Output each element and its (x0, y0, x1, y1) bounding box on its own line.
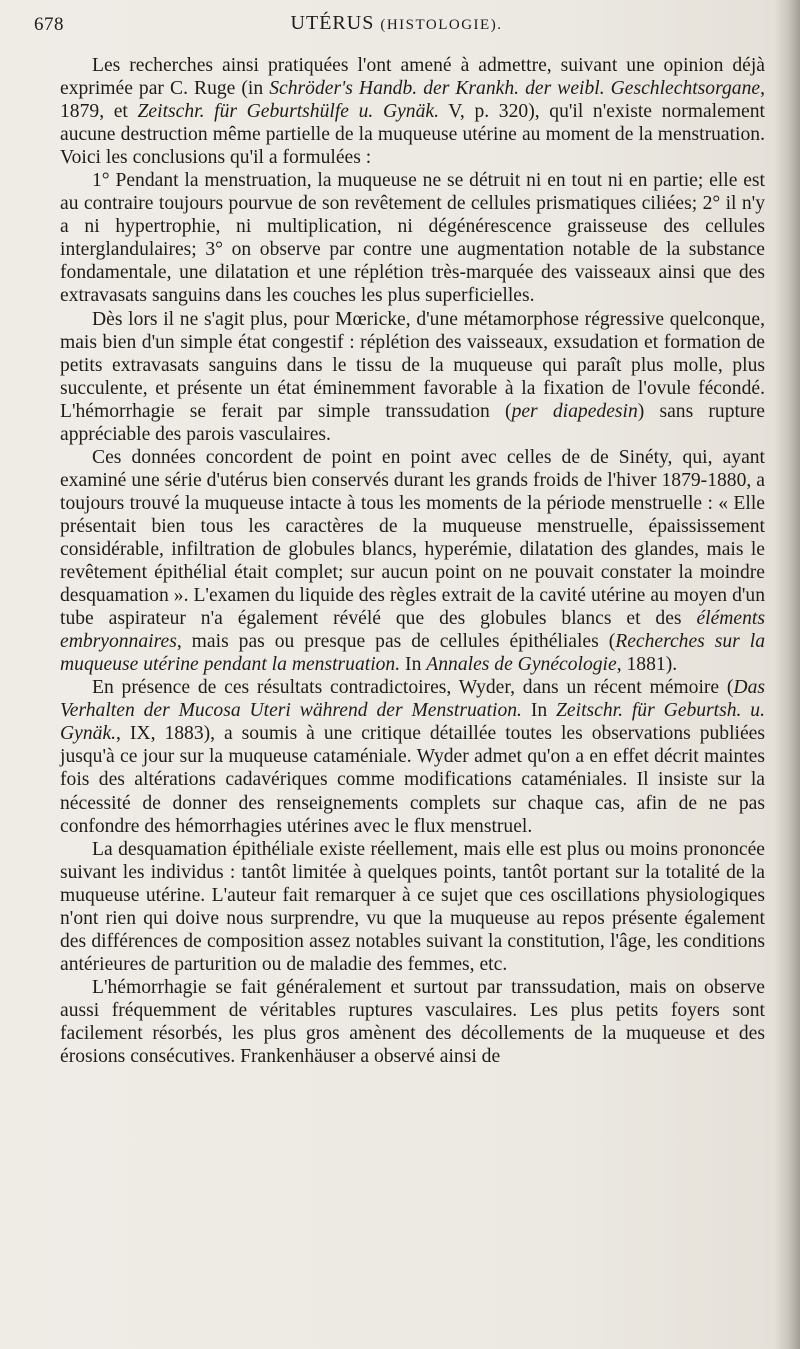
italic-text-span: Annales de Gynécologie (426, 654, 617, 676)
text-span: La desquamation épithéliale existe réellement, mais elle est plus ou moins prononcée suivant les individus : tantôt limitée à quelques points, tantôt portant sur la totalité de la muqueuse utérine. L'auteur fait remarquer à ce sujet que ces oscillations physiologiques n'ont rien qui doive nous surprendre, vu que la muqueuse au repos présente également des différences de composition assez notables suivant la constitution, l'âge, les conditions antérieures de parturition ou de maladie des femmes, etc. (60, 838, 765, 975)
paragraph (60, 308, 765, 446)
text-span: In (400, 654, 427, 676)
paragraph (60, 54, 765, 169)
page-header (34, 10, 759, 44)
paragraph (60, 676, 765, 837)
text-span: En présence de ces résultats contradictoires, Wyder, dans un récent mémoire ( (92, 677, 734, 699)
running-head (34, 12, 759, 35)
italic-text-span: éléments embryonnaires (60, 608, 765, 653)
paragraph (60, 169, 765, 307)
text-span: , mais pas ou presque pas de cellules épithéliales ( (176, 631, 616, 653)
paragraph (60, 976, 765, 1068)
page-edge-shadow (774, 0, 800, 1349)
text-span: 1° Pendant la menstruation, la muqueuse ne se détruit ni en tout ni en partie; elle est au contraire toujours pourvue de son revêtement de cellules prismatiques ciliées; 2° il n'y a ni hypertrophie, ni multiplication, ni dégénérescence graisseuse des cellules interglandulaires; 3° on observe par contre une augmentation notable de la substance fondamentale, une dilatation et une réplétion très-marquée des vaisseaux ainsi que des extravasats sanguins dans les couches les plus superficielles. (60, 170, 765, 307)
running-head-title: UTÉRUS (290, 12, 375, 34)
text-span: In (521, 700, 557, 722)
italic-text-span: Recherches sur la muqueuse utérine pendant la menstruation. (60, 631, 766, 676)
italic-text-span: per diapedesin (511, 400, 638, 422)
paragraph (60, 838, 765, 976)
italic-text-span: Zeitschr. für Geburtsh. u. Gynäk. (60, 700, 765, 745)
text-span: ) sans rupture appréciable des parois vasculaires. (60, 400, 765, 445)
text-span: Ces données concordent de point en point avec celles de de Sinéty, qui, ayant examiné une série d'utérus bien conservés durant les grands froids de l'hiver 1879-1880, a toujours trouvé la muqueuse intacte à tous les moments de la période menstruelle : « Elle présentait bien tous les caractères de la muqueuse menstruelle, épaississement considérable, infiltration de globules blancs, hyperémie, dilatation des glandes, mais le revêtement épithélial était complet; sur aucun point on ne pouvait constater la moindre desquamation ». L'examen du liquide des règles extrait de la cavité utérine au moyen d'un tube aspirateur n'a également révélé que des globules blancs et des (60, 446, 765, 630)
text-span: , 1879, et (60, 78, 765, 123)
italic-text-span: Zeitschr. für Geburtshülfe u. Gynäk. (137, 101, 439, 123)
text-span: , IX, 1883), a soumis à une critique détaillée toutes les observations publiées jusqu'à ce jour sur la muqueuse cataméniale. Wyder admet qu'on a en effet décrit maintes fois des altérations cadavériques comme modifications cataméniales. Il insiste sur la nécessité de donner des renseignements complets sur chaque cas, afin de ne pas confondre des hémorrhagies utérines avec le flux menstruel. (60, 723, 765, 837)
page-number: 678 (34, 14, 64, 35)
paragraph (60, 446, 765, 676)
text-span: V, p. 320), qu'il n'existe normalement aucune destruction même partielle de la muqueuse utérine au moment de la menstruation. Voici les conclusions qu'il a formulées : (60, 101, 765, 169)
body-text (60, 54, 765, 1068)
italic-text-span: Das Verhalten der Mucosa Uteri während der Menstruation. (60, 677, 765, 722)
text-span: L'hémorrhagie se fait généralement et surtout par transsudation, mais on observe aussi fréquemment de véritables ruptures vasculaires. Les plus petits foyers sont facilement résorbés, les plus gros amènent des décollements de la muqueuse et des érosions consécutives. Frankenhäuser a observé ainsi de (60, 976, 765, 1068)
text-span: , 1881). (616, 654, 678, 676)
running-head-subtitle: (HISTOLOGIE). (380, 17, 503, 33)
text-span: Dès lors il ne s'agit plus, pour Mœricke, d'une métamorphose régressive quelconque, mais bien d'un simple état congestif : réplétion des vaisseaux, exsudation et formation de petits extravasats sanguins dans le tissu de la muqueuse qui paraît plus molle, plus succulente, et présente un état éminemment favorable à la fixation de l'ovule fécondé. L'hémorrhagie se ferait par simple transsudation ( (60, 308, 765, 422)
text-span: Les recherches ainsi pratiquées l'ont amené à admettre, suivant une opinion déjà exprimée par C. Ruge (in (60, 55, 765, 100)
italic-text-span: Schröder's Handb. der Krankh. der weibl. Geschlechtsorgane (269, 78, 761, 100)
